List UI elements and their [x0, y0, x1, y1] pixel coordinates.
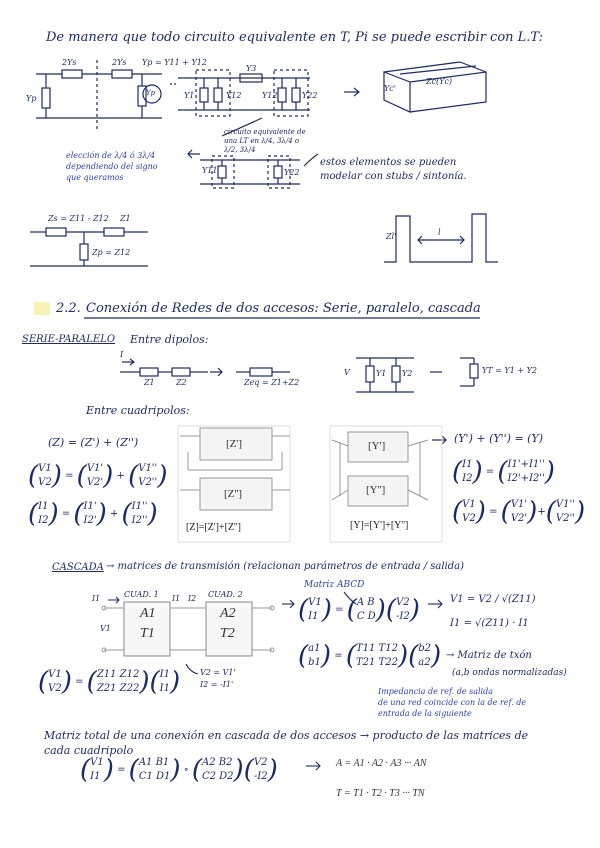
- cascada-label: CASCADA: [52, 562, 104, 573]
- casc-i1b: I1: [172, 594, 181, 603]
- zbox1-label: [Z']: [226, 438, 243, 450]
- i-eq: ( I1 I2 ) = ( I1' I2' ) + ( I1'' I2'' ): [28, 499, 158, 529]
- note-left: elección de λ/4 ó 3λ/4 dependiendo del signo que queramos: [66, 151, 158, 182]
- ybox2-label: [Y'']: [366, 484, 386, 496]
- label-i: I: [120, 350, 124, 359]
- label-yp2: Yp: [146, 89, 156, 97]
- label-y3: Y3: [246, 64, 257, 73]
- cascada-desc: → matrices de transmisión (relacionan parámetros de entrada / salida): [106, 561, 465, 572]
- label-par-y2: Y2: [402, 369, 413, 378]
- a1-label: A1: [140, 606, 156, 621]
- ycap: [Y]=[Y']+[Y'']: [350, 520, 409, 531]
- casc-v1: V1: [100, 624, 111, 633]
- ondas: (a,b ondas normalizadas): [452, 668, 567, 678]
- entre-cuadripolos: Entre cuadripolos:: [86, 404, 190, 417]
- res2: I1 = √(Z11) · I1: [450, 618, 529, 629]
- ybox1-label: [Y']: [368, 440, 386, 452]
- section-number: 2.2.: [56, 301, 81, 316]
- casc-i1: I1: [92, 594, 101, 603]
- cuad2-label: CUAD. 2: [208, 590, 243, 599]
- series-z2-resistor: [112, 70, 132, 78]
- label-y12a: Y12: [226, 91, 242, 100]
- cond2: I2 = -I1': [200, 680, 234, 689]
- matriz-txn: → Matriz de txón: [446, 650, 532, 661]
- serie-label: SERIE-PARALELO: [22, 334, 116, 345]
- label-z2: 2Ys: [112, 58, 127, 67]
- label-yp: Yp: [26, 94, 37, 103]
- highlight-mark: [34, 302, 50, 315]
- label-zp: Zp = Z12: [92, 248, 131, 257]
- label-y22: Y22: [284, 168, 300, 177]
- label-serie-z1: Z1: [144, 378, 155, 387]
- note-equiv: circuito equivalente de una LT en λ/4, 3λ/4 o λ/2, 3λ/4: [224, 128, 306, 154]
- zcap: [Z]=[Z']+[Z'']: [186, 522, 241, 533]
- zbox2-label: [Z'']: [224, 488, 243, 500]
- ab-eq: ( a1 b1 ) = ( T11 T12 T21 T22 )( b2 a2 ): [298, 641, 442, 671]
- label-zl: Zl': [386, 232, 397, 241]
- total-text: Matriz total de una conexión en cascada de dos accesos → producto de las matrices de cada cuadripolo: [44, 729, 529, 757]
- label-z1-fig3: Z1: [120, 214, 131, 223]
- label-tl-zc: Zc(Yc): [426, 77, 453, 86]
- res1: V1 = V2 / √(Z11): [450, 594, 536, 605]
- imp-note: Impedancia de ref. de salida de una red coincide con la de ref. de entrada de la siguiente: [378, 687, 527, 718]
- section-title: Conexión de Redes de dos accesos: Serie, paralelo, cascada: [86, 301, 481, 316]
- label-zs: Zs = Z11 - Z12: [48, 214, 109, 223]
- v-eq: ( V1 V2 ) = ( V1' V2' ) + ( V1'' V2'' ): [28, 461, 168, 491]
- eq-y: (Y') + (Y'') = (Y): [454, 432, 544, 445]
- intro-line: De manera que todo circuito equivalente en T, Pi se puede escribir con L.T:: [46, 30, 544, 45]
- label-z1: 2Ys: [62, 58, 77, 67]
- entre-dipolos: Entre dipolos:: [130, 333, 209, 346]
- label-v: V: [344, 368, 350, 377]
- label-y11: Y11: [202, 166, 218, 175]
- rv-eq: ( V1 V2 ) = ( V1' V2' )+( V1'' V2'' ): [452, 497, 586, 527]
- label-y22b: Y22: [302, 91, 318, 100]
- label-yt: YT = Y1 + Y2: [482, 366, 537, 375]
- cond1: V2 = V1': [200, 668, 236, 677]
- note-right: estos elementos se pueden modelar con stubs / sintonía.: [320, 157, 467, 182]
- label-serie-z2: Z2: [176, 378, 187, 387]
- eq-z: (Z) = (Z') + (Z''): [48, 436, 139, 449]
- prod-a: A = A1 · A2 · A3 ··· AN: [336, 758, 427, 769]
- label-y1: Y1: [184, 91, 195, 100]
- casc-i2: I2: [188, 594, 197, 603]
- matriz-abcd: Matriz ABCD: [304, 580, 365, 590]
- t1-label: T1: [140, 626, 155, 641]
- t2-label: T2: [220, 626, 235, 641]
- label-y12b: Y12: [262, 91, 278, 100]
- vz-eq: ( V1 V2 ) = ( Z11 Z12 Z21 Z22 )( I1 I1 ): [38, 667, 181, 697]
- cuad1-label: CUAD. 1: [124, 590, 159, 599]
- label-l: l: [438, 228, 441, 237]
- label-zeq: Zeq = Z1+Z2: [244, 378, 300, 387]
- label-tl-yc: Yc': [384, 84, 396, 93]
- series-z1-resistor: [62, 70, 82, 78]
- ri-eq: ( I1 I2 ) = ( I1'+I1'' I2'+I2'' ): [452, 457, 555, 487]
- label-yp-top: Yp = Y11 + Y12: [142, 58, 207, 67]
- abcd-eq: ( V1 I1 ) = ( A B C D )( V2 -I2 ): [298, 595, 420, 625]
- a2-label: A2: [220, 606, 236, 621]
- label-par-y1: Y1: [376, 369, 387, 378]
- final-eq: ( V1 I1 ) = ( A1 B1 C1 D1 ) ∘ ( A2 B2 C2 D2 )( V2 -I2 ): [80, 755, 278, 785]
- prod-t: T = T1 · T2 · T3 ··· TN: [336, 788, 425, 799]
